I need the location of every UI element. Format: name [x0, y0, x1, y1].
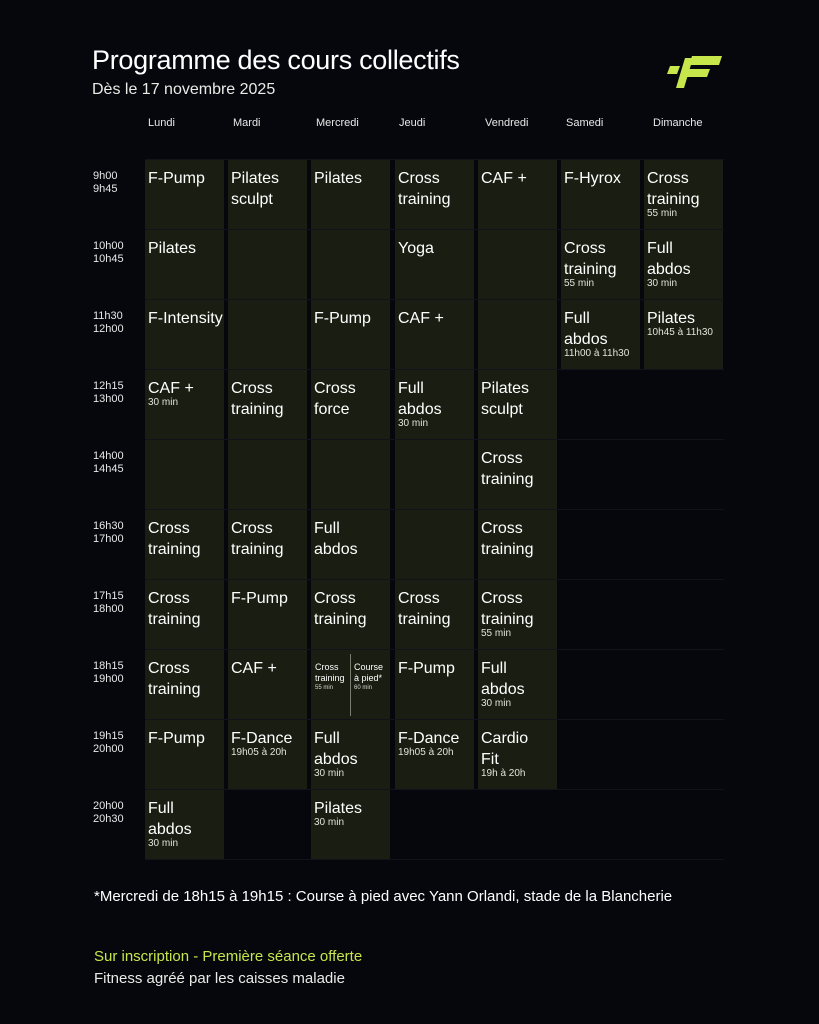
class-detail: 30 min [481, 698, 512, 709]
class-detail: 30 min [647, 278, 678, 289]
class-name: Cross training [647, 170, 700, 208]
split-class-left-detail: 55 min [315, 685, 334, 691]
class-name: Cross training [481, 450, 534, 488]
class-detail: 10h45 à 11h30 [647, 327, 713, 338]
class-name: Cross training [314, 590, 367, 628]
class-name: Pilates [148, 240, 197, 257]
row-separator [145, 439, 724, 440]
row-separator [145, 509, 724, 510]
class-name: F-Pump [231, 590, 288, 607]
time-slot-label: 17h15 18h00 [93, 590, 124, 615]
class-name: Full abdos [314, 520, 358, 558]
approved-text: Fitness agréé par les caisses maladie [94, 970, 345, 987]
class-name: Cross training [231, 520, 284, 558]
day-column-block [145, 160, 224, 860]
class-name: CAF + [231, 660, 277, 677]
time-slot-label: 18h15 19h00 [93, 660, 124, 685]
class-detail: 30 min [148, 838, 179, 849]
day-column-block [228, 160, 307, 790]
time-slot-label: 9h00 9h45 [93, 170, 118, 195]
day-header: Lundi [148, 117, 175, 129]
time-slot-label: 20h00 20h30 [93, 800, 124, 825]
page-title: Programme des cours collectifs [92, 45, 460, 75]
class-name: Cross training [398, 590, 451, 628]
class-name: Full abdos [314, 730, 358, 768]
page-subtitle: Dès le 17 novembre 2025 [92, 81, 276, 98]
class-name: F-Pump [148, 730, 205, 747]
class-name: Cross force [314, 380, 356, 418]
class-name: CAF + [398, 310, 444, 327]
class-name: Cross training [148, 590, 201, 628]
row-separator [145, 579, 724, 580]
day-header: Dimanche [653, 117, 703, 129]
class-name: CAF + [481, 170, 527, 187]
class-detail: 11h00 à 11h30 [564, 348, 630, 359]
day-header: Jeudi [399, 117, 426, 129]
day-header: Mardi [233, 117, 261, 129]
class-name: Cross training [148, 520, 201, 558]
class-name: F-Pump [398, 660, 455, 677]
time-slot-label: 16h30 17h00 [93, 520, 124, 545]
class-detail: 30 min [148, 397, 179, 408]
class-name: Pilates sculpt [481, 380, 530, 418]
row-separator [145, 649, 724, 650]
class-name: F-Dance [398, 730, 460, 747]
class-detail: 19h05 à 20h [398, 747, 454, 758]
class-name: F-Intensity [148, 310, 223, 327]
time-slot-label: 11h30 12h00 [93, 310, 124, 335]
class-name: Full abdos [148, 800, 192, 838]
class-detail: 55 min [564, 278, 595, 289]
row-separator [145, 299, 724, 300]
row-separator [145, 859, 724, 860]
day-header: Samedi [566, 117, 604, 129]
day-header: Vendredi [485, 117, 529, 129]
row-separator [145, 229, 724, 230]
split-class-right-name: Course à pied* [354, 662, 384, 683]
class-name: Pilates [647, 310, 696, 327]
time-slot-label: 14h00 14h45 [93, 450, 124, 475]
split-class-left-name: Cross training [315, 662, 345, 683]
row-separator [145, 369, 724, 370]
split-divider [350, 654, 351, 716]
class-detail: 30 min [398, 418, 429, 429]
class-name: F-Dance [231, 730, 293, 747]
class-name: F-Pump [148, 170, 205, 187]
class-name: Cross training [564, 240, 617, 278]
split-class-right-detail: 60 min [354, 685, 373, 691]
class-detail: 19h05 à 20h [231, 747, 287, 758]
class-name: Pilates sculpt [231, 170, 280, 208]
promo-text: Sur inscription - Première séance offerte [94, 948, 363, 965]
brand-logo-icon [666, 52, 722, 90]
class-name: Full abdos [647, 240, 691, 278]
class-name: Full abdos [481, 660, 525, 698]
class-name: Cross training [398, 170, 451, 208]
class-detail: 30 min [314, 768, 345, 779]
class-name: Cross training [481, 590, 534, 628]
class-name: Pilates [314, 800, 363, 817]
class-name: Full abdos [564, 310, 608, 348]
class-detail: 55 min [647, 208, 678, 219]
row-separator [145, 159, 724, 160]
time-slot-label: 19h15 20h00 [93, 730, 124, 755]
class-detail: 19h à 20h [481, 768, 526, 779]
row-separator [145, 789, 724, 790]
class-name: Yoga [398, 240, 434, 257]
class-name: F-Hyrox [564, 170, 621, 187]
class-name: Cross training [148, 660, 201, 698]
row-separator [145, 719, 724, 720]
class-name: Cardio Fit [481, 730, 529, 768]
day-header: Mercredi [316, 117, 359, 129]
time-slot-label: 10h00 10h45 [93, 240, 124, 265]
class-name: Full abdos [398, 380, 442, 418]
class-name: F-Pump [314, 310, 371, 327]
footnote: *Mercredi de 18h15 à 19h15 : Course à pied avec Yann Orlandi, stade de la Blancherie [94, 888, 673, 905]
time-slot-label: 12h15 13h00 [93, 380, 124, 405]
class-name: CAF + [148, 380, 194, 397]
class-detail: 55 min [481, 628, 512, 639]
class-name: Pilates [314, 170, 363, 187]
class-name: Cross training [231, 380, 284, 418]
class-detail: 30 min [314, 817, 345, 828]
class-name: Cross training [481, 520, 534, 558]
